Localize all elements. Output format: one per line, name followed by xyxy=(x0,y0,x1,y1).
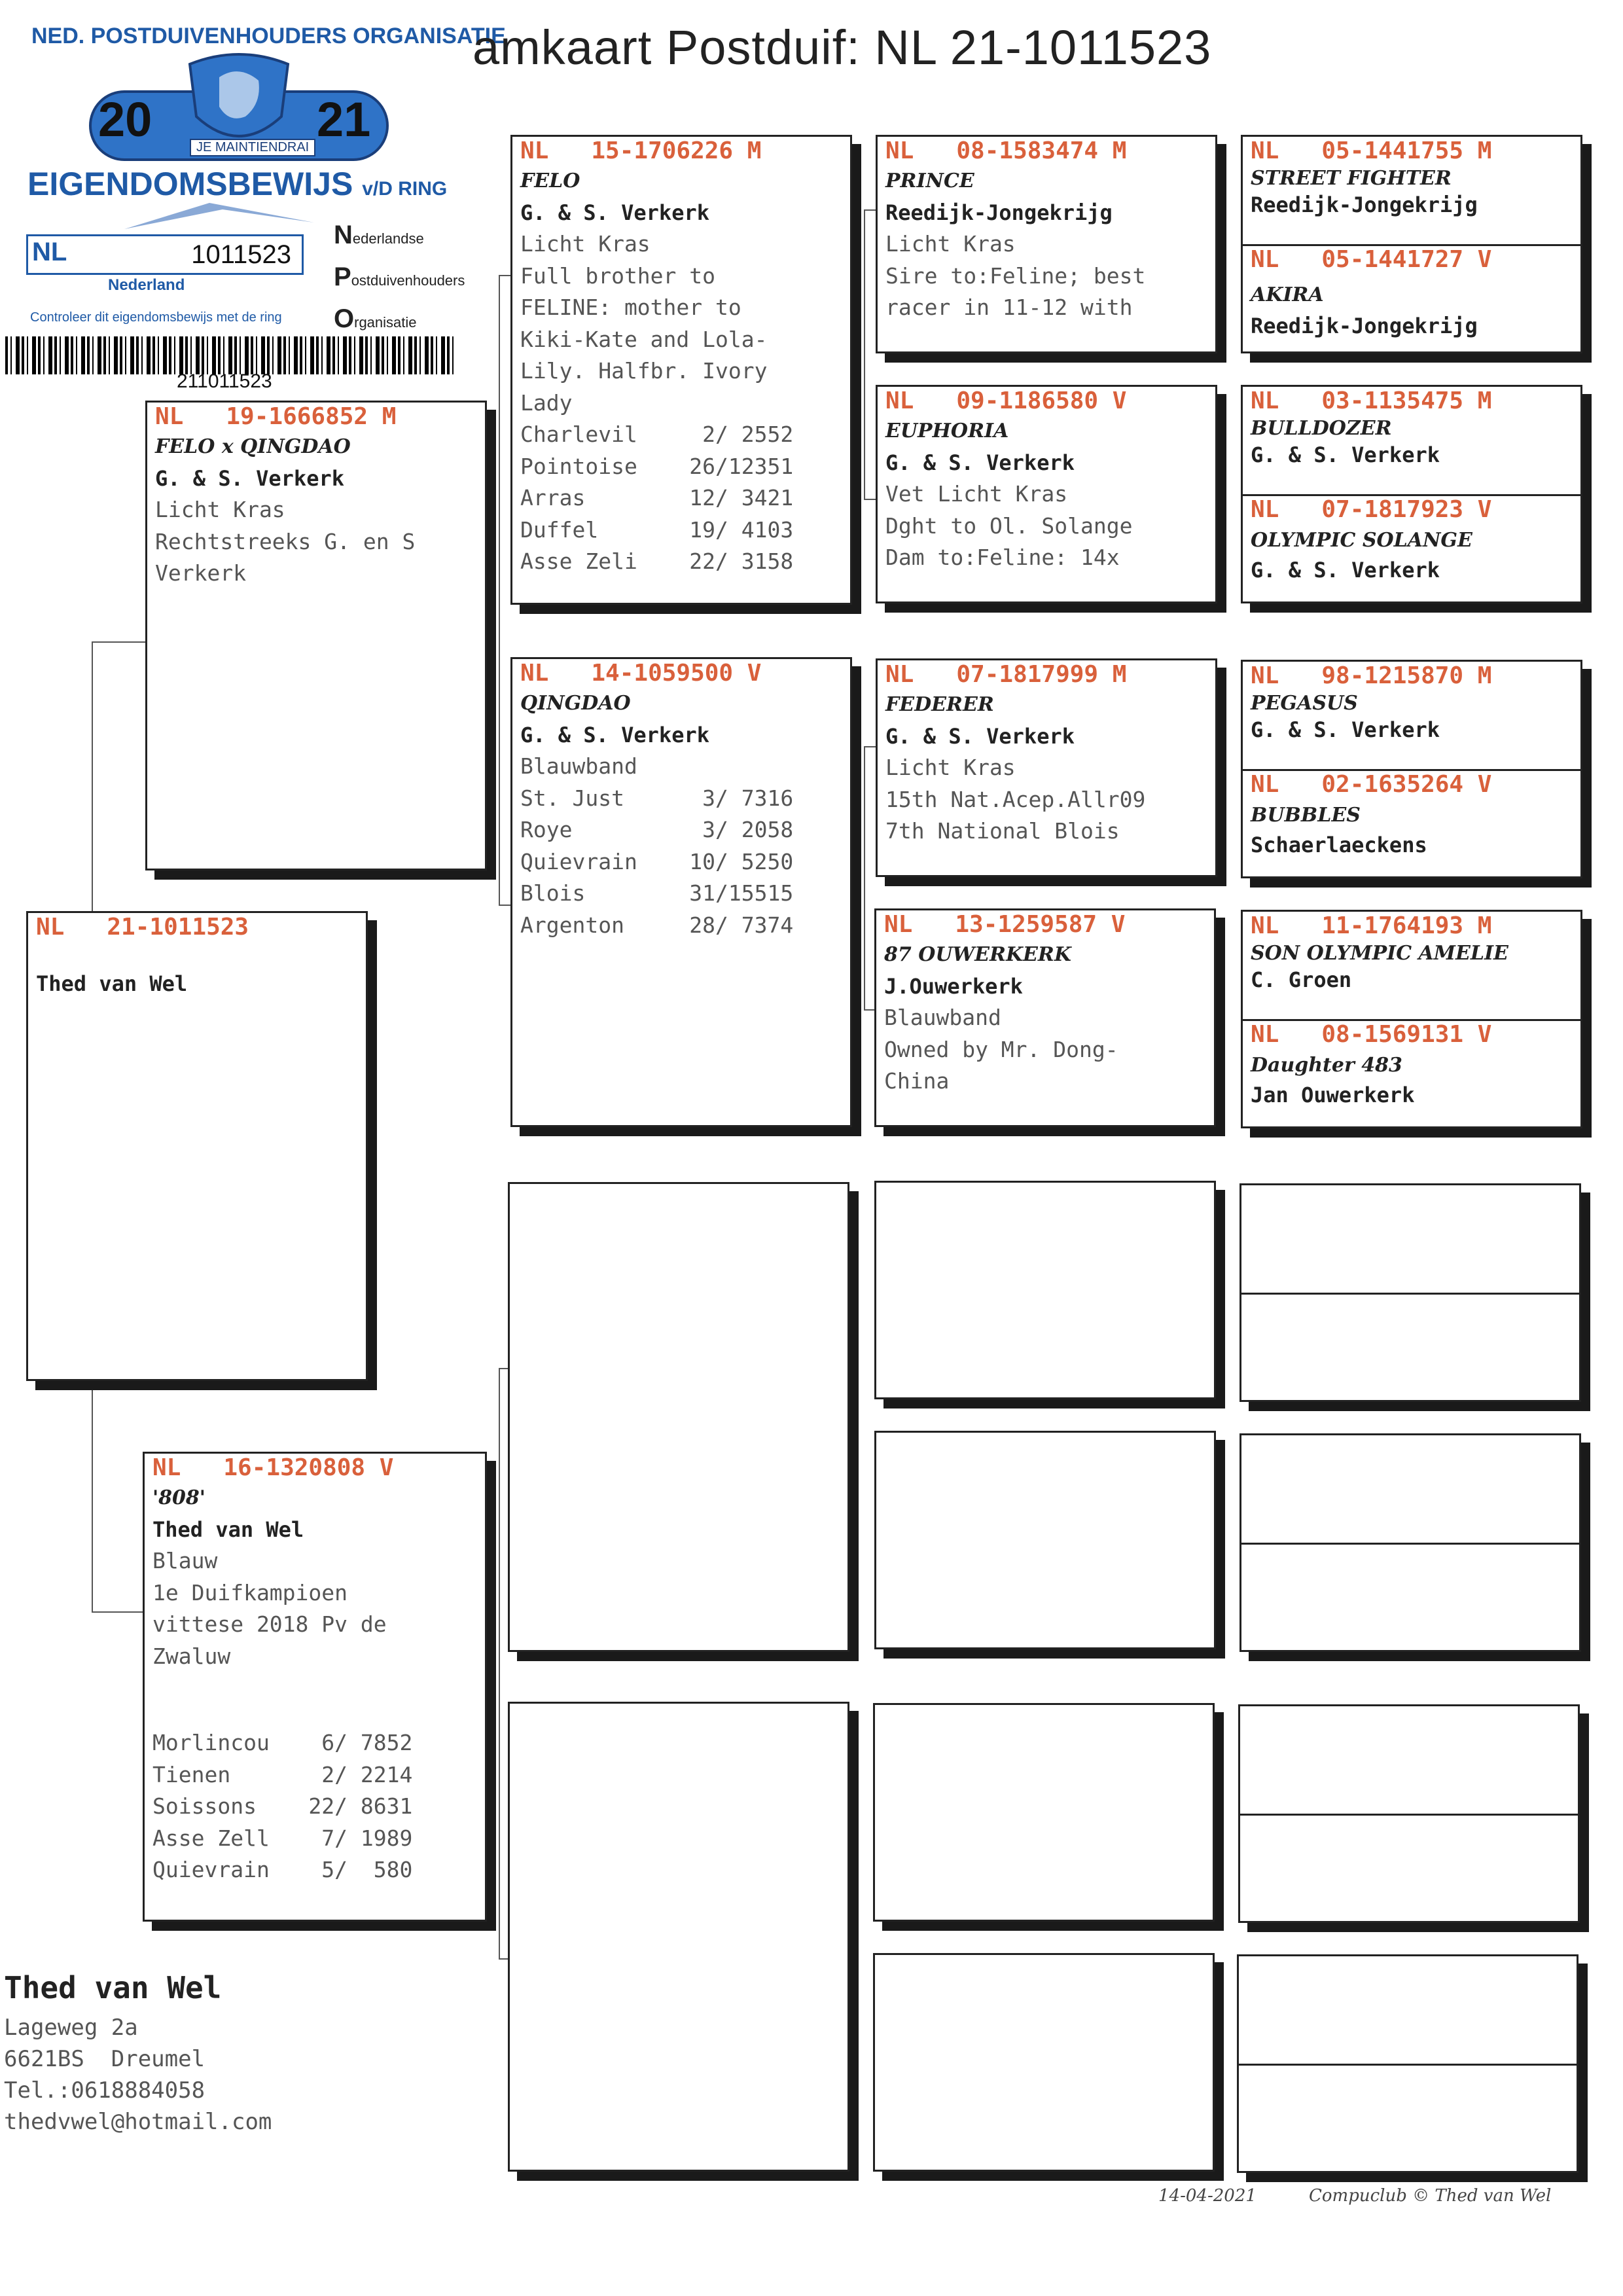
dam-line: 1e Duifkampioen xyxy=(152,1579,348,1605)
sd-line: Roye 3/ 2058 xyxy=(520,817,794,842)
dam-ring: NL 16-1320808 V xyxy=(152,1454,394,1481)
ssd-breeder: G. & S. Verkerk xyxy=(885,450,1075,475)
year-right: 21 xyxy=(317,92,371,147)
g4-ring: NL 07-1817923 V xyxy=(1251,496,1492,523)
g4-breeder: C. Groen xyxy=(1251,967,1352,992)
sdd-card[interactable] xyxy=(874,908,1216,1127)
owner-city: 6621BS Dreumel xyxy=(4,2046,205,2072)
sd-line: St. Just 3/ 7316 xyxy=(520,785,794,811)
ss-line: Full brother to xyxy=(520,262,716,289)
ssd-name: EUPHORIA xyxy=(885,420,1009,442)
sds-line: Licht Kras xyxy=(885,755,1016,780)
dam-result: Tienen 2/ 2214 xyxy=(152,1761,413,1787)
g4-lower xyxy=(1243,495,1580,583)
sd-line: Blauwband xyxy=(520,753,637,779)
dam-card[interactable] xyxy=(143,1452,487,1922)
ssd-line: Vet Licht Kras xyxy=(885,481,1068,507)
sds-breeder: G. & S. Verkerk xyxy=(885,724,1075,749)
sss-ring: NL 08-1583474 M xyxy=(885,137,1127,164)
owner-name: Thed van Wel xyxy=(4,1970,222,2005)
sire-line: Licht Kras xyxy=(155,497,285,522)
g4-card-6[interactable] xyxy=(1240,1433,1581,1652)
owner-email: thedvwel@hotmail.com xyxy=(4,2109,272,2135)
connector-ss xyxy=(864,209,877,500)
country-label: Nederland xyxy=(108,276,185,294)
sire-line: Verkerk xyxy=(155,560,247,586)
ss-line: Licht Kras xyxy=(520,231,651,257)
g4-name: BUBBLES xyxy=(1251,804,1361,827)
dam-result: Quievrain 5/ 580 xyxy=(152,1857,413,1882)
g4-lower xyxy=(1243,770,1580,858)
g4-breeder: G. & S. Verkerk xyxy=(1251,717,1440,742)
g4-ring: NL 02-1635264 V xyxy=(1251,771,1492,798)
footer-credit: Compuclub © Thed van Wel xyxy=(1309,2186,1552,2206)
g4-name: OLYMPIC SOLANGE xyxy=(1251,529,1472,552)
sds-line: 7th National Blois xyxy=(885,818,1120,844)
dss-card[interactable] xyxy=(874,1181,1216,1399)
g4-ring: NL 03-1135475 M xyxy=(1251,387,1492,414)
dds-card[interactable] xyxy=(873,1703,1215,1922)
g4-card-3[interactable] xyxy=(1241,660,1582,878)
half-divider xyxy=(1239,2064,1577,2066)
sdd-breeder: J.Ouwerkerk xyxy=(884,974,1023,999)
sds-card[interactable] xyxy=(876,658,1217,877)
sd-line: Blois 31/15515 xyxy=(520,880,794,906)
sss-card[interactable] xyxy=(876,135,1217,353)
sire-dam-card[interactable] xyxy=(510,657,852,1127)
dove-silhouette-icon xyxy=(118,196,327,236)
g4-name: PEGASUS xyxy=(1251,692,1358,715)
sss-line: racer in 11-12 with xyxy=(885,295,1133,320)
half-divider xyxy=(1241,1543,1579,1545)
subject-owner: Thed van Wel xyxy=(36,971,188,996)
sd-ring: NL 14-1059500 V xyxy=(520,660,762,687)
g4-lower xyxy=(1243,1020,1580,1108)
half-divider xyxy=(1240,1814,1578,1816)
sd-breeder: G. & S. Verkerk xyxy=(520,723,709,747)
sd-line: Quievrain 10/ 5250 xyxy=(520,848,794,874)
dam-line: Zwaluw xyxy=(152,1643,231,1669)
dsd-card[interactable] xyxy=(874,1431,1216,1649)
g4-card-8[interactable] xyxy=(1237,1954,1578,2173)
dam-name: '808' xyxy=(152,1486,205,1509)
notice-text: Controleer dit eigendomsbewijs met de ring xyxy=(30,310,282,325)
sire-card[interactable] xyxy=(145,401,487,870)
document-title-text: EIGENDOMSBEWIJS xyxy=(27,166,353,202)
g4-card-7[interactable] xyxy=(1238,1704,1580,1923)
ssd-ring: NL 09-1186580 V xyxy=(885,387,1127,414)
sss-breeder: Reedijk-Jongekrijg xyxy=(885,200,1113,225)
half-divider xyxy=(1241,1293,1579,1295)
g4-card-2[interactable] xyxy=(1241,385,1582,603)
npo-p: ostduivenhouders xyxy=(351,272,465,289)
sire-breeder: G. & S. Verkerk xyxy=(155,466,344,491)
lion-emblem-icon xyxy=(183,51,294,149)
sire-ring: NL 19-1666852 M xyxy=(155,403,397,430)
motto-ribbon: JE MAINTIENDRAI xyxy=(190,139,315,156)
ssd-card[interactable] xyxy=(876,385,1217,603)
g4-breeder: G. & S. Verkerk xyxy=(1251,558,1440,583)
ssd-line: Dam to:Feline: 14x xyxy=(885,545,1120,570)
g4-ring: NL 11-1764193 M xyxy=(1251,912,1492,939)
g4-name: Daughter 483 xyxy=(1251,1054,1402,1077)
subject-card[interactable] xyxy=(26,911,368,1381)
ss-line: Kiki-Kate and Lola- xyxy=(520,326,768,352)
dam-result: Morlincou 6/ 7852 xyxy=(152,1730,413,1755)
ddd-card[interactable] xyxy=(873,1953,1215,2172)
sire-line: Rechtstreeks G. en S xyxy=(155,528,416,554)
g4-card-1[interactable] xyxy=(1241,135,1582,353)
ss-line: Duffel 19/ 4103 xyxy=(520,516,794,543)
ss-breeder: G. & S. Verkerk xyxy=(520,200,709,225)
barcode-text: 211011523 xyxy=(177,370,272,392)
document-title-suffix: v/D RING xyxy=(362,178,448,200)
npo-o: rganisatie xyxy=(354,314,417,331)
ownership-certificate-logo xyxy=(0,0,506,393)
ss-line: Lily. Halfbr. Ivory xyxy=(520,358,768,384)
sd-line: Argenton 28/ 7374 xyxy=(520,912,794,938)
npo-n: ederlandse xyxy=(352,230,424,247)
sire-sire-card[interactable] xyxy=(510,135,852,605)
g4-name: BULLDOZER xyxy=(1251,417,1392,440)
dam-line: Blauw xyxy=(152,1548,218,1573)
sds-line: 15th Nat.Acep.Allr09 xyxy=(885,786,1146,812)
sss-line: Licht Kras xyxy=(885,231,1016,257)
g4-name: STREET FIGHTER xyxy=(1251,167,1452,190)
year-left: 20 xyxy=(98,92,152,147)
g4-ring: NL 98-1215870 M xyxy=(1251,662,1492,689)
g4-breeder: Schaerlaeckens xyxy=(1251,833,1427,857)
ss-name: FELO xyxy=(520,170,580,192)
sdd-line: Blauwband xyxy=(884,1005,1001,1030)
g4-breeder: Reedijk-Jongekrijg xyxy=(1251,192,1478,217)
g4-ring: NL 05-1441755 M xyxy=(1251,137,1492,164)
npo-letters: Nederlandse Postduivenhouders Organisatie xyxy=(334,221,465,333)
g4-name: SON OLYMPIC AMELIE xyxy=(1251,942,1508,965)
connector-sire xyxy=(499,275,512,906)
barcode xyxy=(5,336,457,374)
dam-dam-card[interactable] xyxy=(508,1702,849,2172)
g4-name: AKIRA xyxy=(1251,283,1324,306)
g4-ring: NL 08-1569131 V xyxy=(1251,1021,1492,1048)
ss-line: Charlevil 2/ 2552 xyxy=(520,422,794,447)
g4-breeder: Jan Ouwerkerk xyxy=(1251,1083,1415,1107)
g4-ring: NL 05-1441727 V xyxy=(1251,246,1492,273)
g4-breeder: Reedijk-Jongekrijg xyxy=(1251,314,1478,338)
dam-result: Asse Zell 7/ 1989 xyxy=(152,1825,413,1851)
organisation-name: NED. POSTDUIVENHOUDERS ORGANISATIE xyxy=(31,24,506,48)
ss-line: Asse Zeli 22/ 3158 xyxy=(520,548,794,574)
dam-line: vittese 2018 Pv de xyxy=(152,1611,387,1637)
dam-breeder: Thed van Wel xyxy=(152,1517,304,1542)
sss-name: PRINCE xyxy=(885,170,974,192)
ss-line: FELINE: mother to xyxy=(520,295,741,320)
ss-line: Pointoise 26/12351 xyxy=(520,453,794,479)
owner-tel: Tel.:0618884058 xyxy=(4,2077,205,2104)
g4-card-5[interactable] xyxy=(1240,1183,1581,1402)
sd-name: QINGDAO xyxy=(520,692,631,715)
g4-card-4[interactable] xyxy=(1241,910,1582,1128)
nl-label: NL xyxy=(32,238,67,266)
g4-breeder: G. & S. Verkerk xyxy=(1251,442,1440,467)
sdd-name: 87 OUWERKERK xyxy=(884,943,1071,966)
ring-number: 1011523 xyxy=(191,240,291,269)
sdd-line: Owned by Mr. Dong- xyxy=(884,1036,1118,1062)
sdd-ring: NL 13-1259587 V xyxy=(884,911,1126,938)
dam-result: Soissons 22/ 8631 xyxy=(152,1793,413,1819)
ss-line: Lady xyxy=(520,389,573,416)
sds-name: FEDERER xyxy=(885,693,994,716)
page-title: amkaart Postduif: NL 21-1011523 xyxy=(473,20,1212,75)
dam-sire-card[interactable] xyxy=(508,1182,849,1652)
sds-ring: NL 07-1817999 M xyxy=(885,661,1127,688)
ssd-line: Dght to Ol. Solange xyxy=(885,512,1133,539)
sire-name: FELO x QINGDAO xyxy=(155,435,351,458)
ring-number-box xyxy=(26,234,304,275)
subject-ring: NL 21-1011523 xyxy=(36,914,249,941)
g4-lower xyxy=(1243,245,1580,336)
sdd-line: China xyxy=(884,1068,950,1094)
sss-line: Sire to:Feline; best xyxy=(885,262,1146,289)
ss-ring: NL 15-1706226 M xyxy=(520,137,762,164)
ss-line: Arras 12/ 3421 xyxy=(520,485,794,511)
owner-block xyxy=(4,1970,272,2138)
footer-date: 14-04-2021 xyxy=(1158,2186,1257,2206)
owner-address: Lageweg 2a xyxy=(4,2015,138,2041)
